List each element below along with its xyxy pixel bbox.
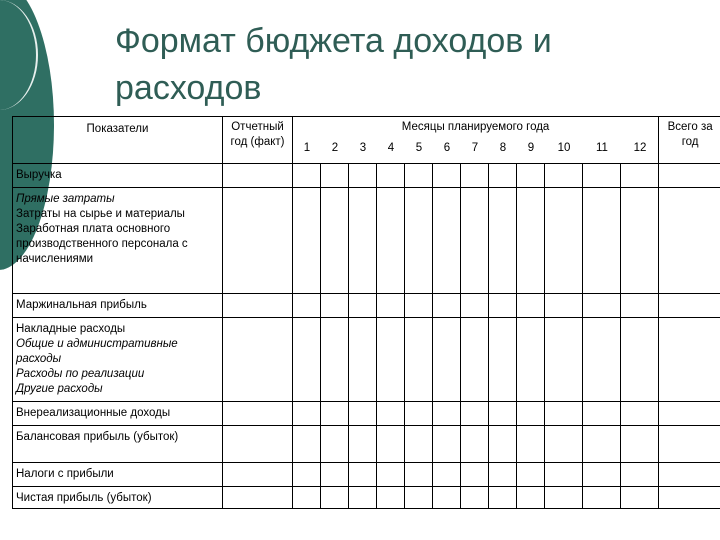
value-cell[interactable] <box>377 487 405 509</box>
indicator-line: Затраты на сырье и материалы <box>16 208 185 220</box>
indicator-line: Выручка <box>16 169 62 181</box>
value-cell[interactable] <box>405 318 433 402</box>
value-cell[interactable] <box>405 426 433 463</box>
value-cell[interactable] <box>545 294 583 318</box>
value-cell[interactable] <box>659 463 720 487</box>
value-cell[interactable] <box>517 487 545 509</box>
value-cell[interactable] <box>321 487 349 509</box>
value-cell[interactable] <box>321 463 349 487</box>
table-row <box>13 318 720 402</box>
month-number: 5 <box>415 142 423 154</box>
value-cell[interactable] <box>545 188 583 294</box>
value-cell[interactable] <box>517 318 545 402</box>
value-cell[interactable] <box>377 164 405 188</box>
value-cell[interactable] <box>489 294 517 318</box>
value-cell[interactable] <box>517 463 545 487</box>
value-cell[interactable] <box>349 487 377 509</box>
value-cell[interactable] <box>583 188 621 294</box>
value-cell[interactable] <box>405 487 433 509</box>
month-number: 1 <box>303 142 311 154</box>
header-total-year: Всего за год <box>659 117 720 164</box>
value-cell[interactable] <box>223 164 293 188</box>
indicator-line: Балансовая прибыль (убыток) <box>16 431 179 443</box>
value-cell[interactable] <box>349 164 377 188</box>
table-row <box>13 294 720 318</box>
indicator-line: Прямые затраты <box>16 193 115 205</box>
indicator-line: Налоги с прибыли <box>16 468 114 480</box>
value-cell[interactable] <box>223 402 293 426</box>
value-cell[interactable] <box>659 487 720 509</box>
value-cell[interactable] <box>349 463 377 487</box>
value-cell[interactable] <box>659 294 720 318</box>
value-cell[interactable] <box>223 318 293 402</box>
value-cell[interactable] <box>545 487 583 509</box>
value-cell[interactable] <box>321 164 349 188</box>
value-cell[interactable] <box>583 402 621 426</box>
value-cell[interactable] <box>517 188 545 294</box>
value-cell[interactable] <box>321 318 349 402</box>
budget-table <box>12 116 720 509</box>
value-cell[interactable] <box>377 463 405 487</box>
value-cell[interactable] <box>293 188 321 294</box>
table-row <box>13 164 720 188</box>
value-cell[interactable] <box>659 188 720 294</box>
header-row <box>13 117 720 164</box>
month-number: 7 <box>471 142 479 154</box>
value-cell[interactable] <box>621 318 659 402</box>
value-cell[interactable] <box>545 426 583 463</box>
value-cell[interactable] <box>349 402 377 426</box>
value-cell[interactable] <box>517 164 545 188</box>
value-cell[interactable] <box>321 402 349 426</box>
indicator-cell <box>13 402 223 426</box>
indicator-line: Чистая прибыль (убыток) <box>16 492 152 504</box>
month-number: 9 <box>527 142 535 154</box>
value-cell[interactable] <box>377 318 405 402</box>
value-cell[interactable] <box>433 164 461 188</box>
value-cell[interactable] <box>461 188 489 294</box>
table-row <box>13 463 720 487</box>
value-cell[interactable] <box>433 318 461 402</box>
value-cell[interactable] <box>349 188 377 294</box>
value-cell[interactable] <box>223 294 293 318</box>
indicator-line: Общие и административные расходы <box>16 338 178 365</box>
value-cell[interactable] <box>461 402 489 426</box>
value-cell[interactable] <box>349 426 377 463</box>
value-cell[interactable] <box>433 294 461 318</box>
value-cell[interactable] <box>405 188 433 294</box>
value-cell[interactable] <box>659 426 720 463</box>
value-cell[interactable] <box>583 426 621 463</box>
value-cell[interactable] <box>349 294 377 318</box>
indicator-cell <box>13 164 223 188</box>
indicator-line: Маржинальная прибыль <box>16 299 147 311</box>
value-cell[interactable] <box>377 426 405 463</box>
indicator-cell <box>13 426 223 463</box>
table-row <box>13 402 720 426</box>
value-cell[interactable] <box>517 294 545 318</box>
value-cell[interactable] <box>223 487 293 509</box>
value-cell[interactable] <box>461 164 489 188</box>
value-cell[interactable] <box>405 294 433 318</box>
value-cell[interactable] <box>659 318 720 402</box>
month-number: 4 <box>387 142 395 154</box>
value-cell[interactable] <box>321 294 349 318</box>
indicator-line: Внереализационные доходы <box>16 407 171 419</box>
value-cell[interactable] <box>517 426 545 463</box>
value-cell[interactable] <box>489 402 517 426</box>
month-number: 12 <box>633 142 647 154</box>
month-number: 2 <box>331 142 339 154</box>
value-cell[interactable] <box>377 294 405 318</box>
value-cell[interactable] <box>293 164 321 188</box>
value-cell[interactable] <box>621 426 659 463</box>
value-cell[interactable] <box>583 463 621 487</box>
value-cell[interactable] <box>349 318 377 402</box>
header-reported-year: Отчетный год (факт) <box>223 117 293 164</box>
indicator-cell <box>13 487 223 509</box>
value-cell[interactable] <box>377 402 405 426</box>
indicator-line: Накладные расходы <box>16 323 126 335</box>
value-cell[interactable] <box>293 426 321 463</box>
value-cell[interactable] <box>405 402 433 426</box>
indicator-line: Расходы по реализации <box>16 368 145 380</box>
value-cell[interactable] <box>461 463 489 487</box>
value-cell[interactable] <box>223 426 293 463</box>
value-cell[interactable] <box>433 426 461 463</box>
value-cell[interactable] <box>659 402 720 426</box>
value-cell[interactable] <box>433 487 461 509</box>
value-cell[interactable] <box>545 164 583 188</box>
value-cell[interactable] <box>545 318 583 402</box>
month-numbers-row <box>293 141 659 156</box>
value-cell[interactable] <box>489 463 517 487</box>
month-number: 11 <box>596 142 608 154</box>
value-cell[interactable] <box>223 188 293 294</box>
month-number: 3 <box>359 142 367 154</box>
indicator-cell <box>13 188 223 294</box>
indicator-cell <box>13 294 223 318</box>
value-cell[interactable] <box>405 463 433 487</box>
value-cell[interactable] <box>621 164 659 188</box>
value-cell[interactable] <box>293 463 321 487</box>
table-row <box>13 188 720 294</box>
table-row <box>13 487 720 509</box>
value-cell[interactable] <box>321 426 349 463</box>
value-cell[interactable] <box>433 188 461 294</box>
header-indicators: Показатели <box>13 117 223 164</box>
value-cell[interactable] <box>293 294 321 318</box>
value-cell[interactable] <box>321 188 349 294</box>
indicator-line: Заработная плата основного производственного персонала с начислениями <box>16 223 188 265</box>
month-number: 6 <box>443 142 451 154</box>
value-cell[interactable] <box>461 318 489 402</box>
value-cell[interactable] <box>545 463 583 487</box>
value-cell[interactable] <box>293 402 321 426</box>
value-cell[interactable] <box>489 164 517 188</box>
value-cell[interactable] <box>621 463 659 487</box>
value-cell[interactable] <box>621 294 659 318</box>
indicator-cell <box>13 463 223 487</box>
value-cell[interactable] <box>461 294 489 318</box>
month-number: 8 <box>499 142 507 154</box>
value-cell[interactable] <box>621 188 659 294</box>
indicator-cell <box>13 318 223 402</box>
value-cell[interactable] <box>489 426 517 463</box>
value-cell[interactable] <box>489 487 517 509</box>
month-number: 10 <box>557 142 571 154</box>
value-cell[interactable] <box>659 164 720 188</box>
header-months <box>293 117 659 164</box>
budget-table-container <box>12 116 713 502</box>
value-cell[interactable] <box>583 164 621 188</box>
value-cell[interactable] <box>621 402 659 426</box>
value-cell[interactable] <box>489 318 517 402</box>
value-cell[interactable] <box>433 463 461 487</box>
value-cell[interactable] <box>223 463 293 487</box>
slide-title: Формат бюджета доходов и расходов <box>115 22 552 107</box>
value-cell[interactable] <box>583 294 621 318</box>
value-cell[interactable] <box>517 402 545 426</box>
value-cell[interactable] <box>583 487 621 509</box>
value-cell[interactable] <box>293 487 321 509</box>
indicator-line: Другие расходы <box>16 383 103 395</box>
months-subtable <box>293 141 659 156</box>
value-cell[interactable] <box>489 188 517 294</box>
value-cell[interactable] <box>433 402 461 426</box>
value-cell[interactable] <box>377 188 405 294</box>
value-cell[interactable] <box>293 318 321 402</box>
value-cell[interactable] <box>461 426 489 463</box>
value-cell[interactable] <box>583 318 621 402</box>
months-title: Месяцы планируемого года <box>401 121 550 133</box>
table-row <box>13 426 720 463</box>
value-cell[interactable] <box>405 164 433 188</box>
value-cell[interactable] <box>545 402 583 426</box>
value-cell[interactable] <box>621 487 659 509</box>
value-cell[interactable] <box>461 487 489 509</box>
